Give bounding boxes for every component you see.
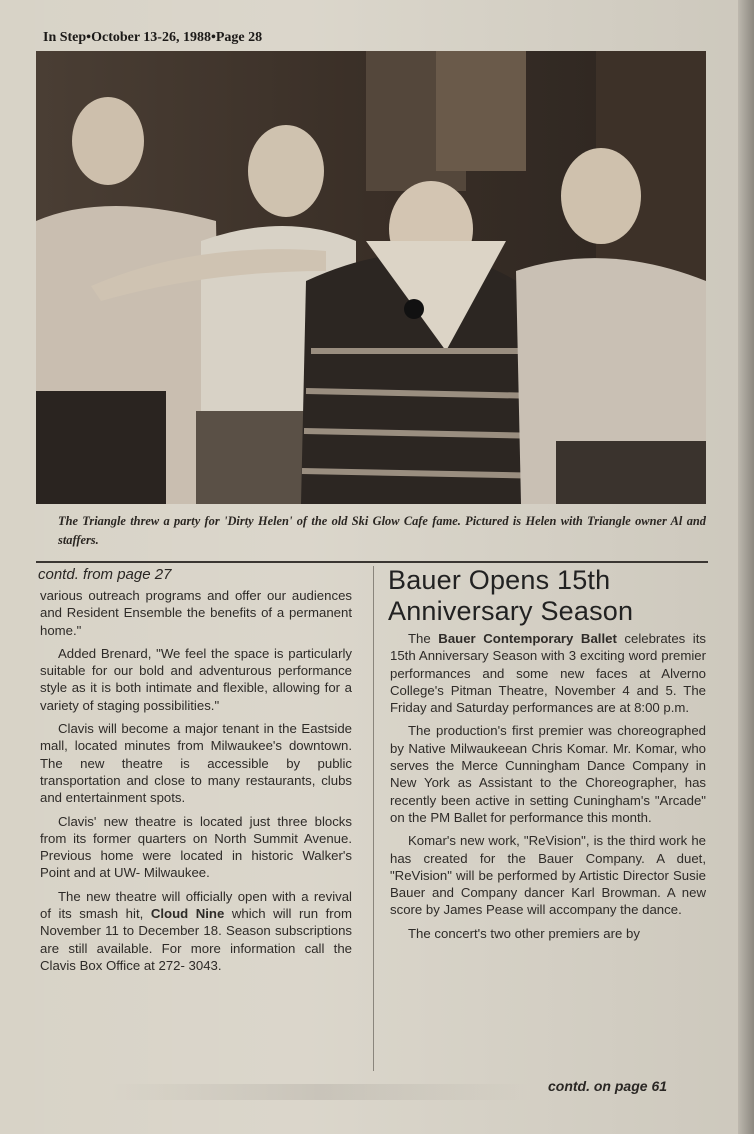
article-headline: Bauer Opens 15th Anniversary Season xyxy=(388,565,634,626)
article-paragraph: Added Brenard, "We feel the space is particularly suitable for our bold and adventurous performance style as it is both intimate and flexible, allowing for a variety of staging possibilities." xyxy=(40,645,352,713)
article-paragraph: Komar's new work, "ReVision", is the third work he has created for the Bauer Company. A duet, "ReVision" will be performed by Artistic Director Susie Bauer and Company dancer Karl Browman. A new score by James Pease will accompany the dance. xyxy=(390,833,706,918)
right-article-column xyxy=(390,630,706,948)
paragraph-text: The xyxy=(408,631,439,646)
page-edge-shadow xyxy=(738,0,754,1134)
party-photo xyxy=(36,51,706,504)
column-divider xyxy=(373,566,374,1071)
article-paragraph xyxy=(390,630,706,716)
section-divider xyxy=(36,561,708,563)
photo-caption: The Triangle threw a party for 'Dirty Helen' of the old Ski Glow Cafe fame. Pictured is Helen with Triangle owner Al and staffers. xyxy=(58,514,706,547)
article-paragraph xyxy=(40,888,352,974)
company-name: Bauer Contemporary Ballet xyxy=(438,631,617,646)
article-paragraph: The production's first premier was choreographed by Native Milwaukeean Chris Komar. Mr. Komar, who serves the Merce Cunningham Dance Company in New York as Assistant to the Choreographer, has recently been active in setting Cuningham's "Arcade" on the PM Ballet for performance this month. xyxy=(390,723,706,825)
article-paragraph: various outreach programs and offer our audiences and Resident Ensemble the benefits of a permanent home." xyxy=(40,588,352,638)
continued-from-label: contd. from page 27 xyxy=(38,566,172,583)
left-article-column xyxy=(40,587,352,980)
faded-print-strip xyxy=(110,1084,530,1100)
article-paragraph: The concert's two other premiers are by xyxy=(408,925,640,941)
photo-four-people xyxy=(36,51,706,504)
article-paragraph: Clavis will become a major tenant in the Eastside mall, located minutes from Milwaukee's downtown. The new theatre is accessible by public transportation and close to many restaurants, clubs and entertainment spots. xyxy=(40,721,352,806)
paragraph-text: The new theatre will officially open with a revival of its smash hit, xyxy=(40,888,352,922)
continued-on-label: contd. on page 61 xyxy=(548,1078,668,1094)
play-title: Cloud Nine xyxy=(150,906,225,922)
paragraph-text: celebrates its 15th Anniversary Season with 3 exciting word premier performances and some new faces at Alverno College's Pitman Theatre, November 4 and 5. The Friday and Saturday performances are at 8:00 p.m. xyxy=(390,631,706,716)
page-header: In Step•October 13-26, 1988•Page 28 xyxy=(43,30,263,45)
paragraph-text: which will run from November 11 to December 18. Season subscriptions are still available. For more information call the Clavis Box Office at 272- 3043. xyxy=(40,906,352,973)
article-paragraph: Clavis' new theatre is located just three blocks from its former quarters on North Summit Avenue. Previous home were located in historic Walker's Point and at UW- Milwaukee. xyxy=(40,813,352,881)
